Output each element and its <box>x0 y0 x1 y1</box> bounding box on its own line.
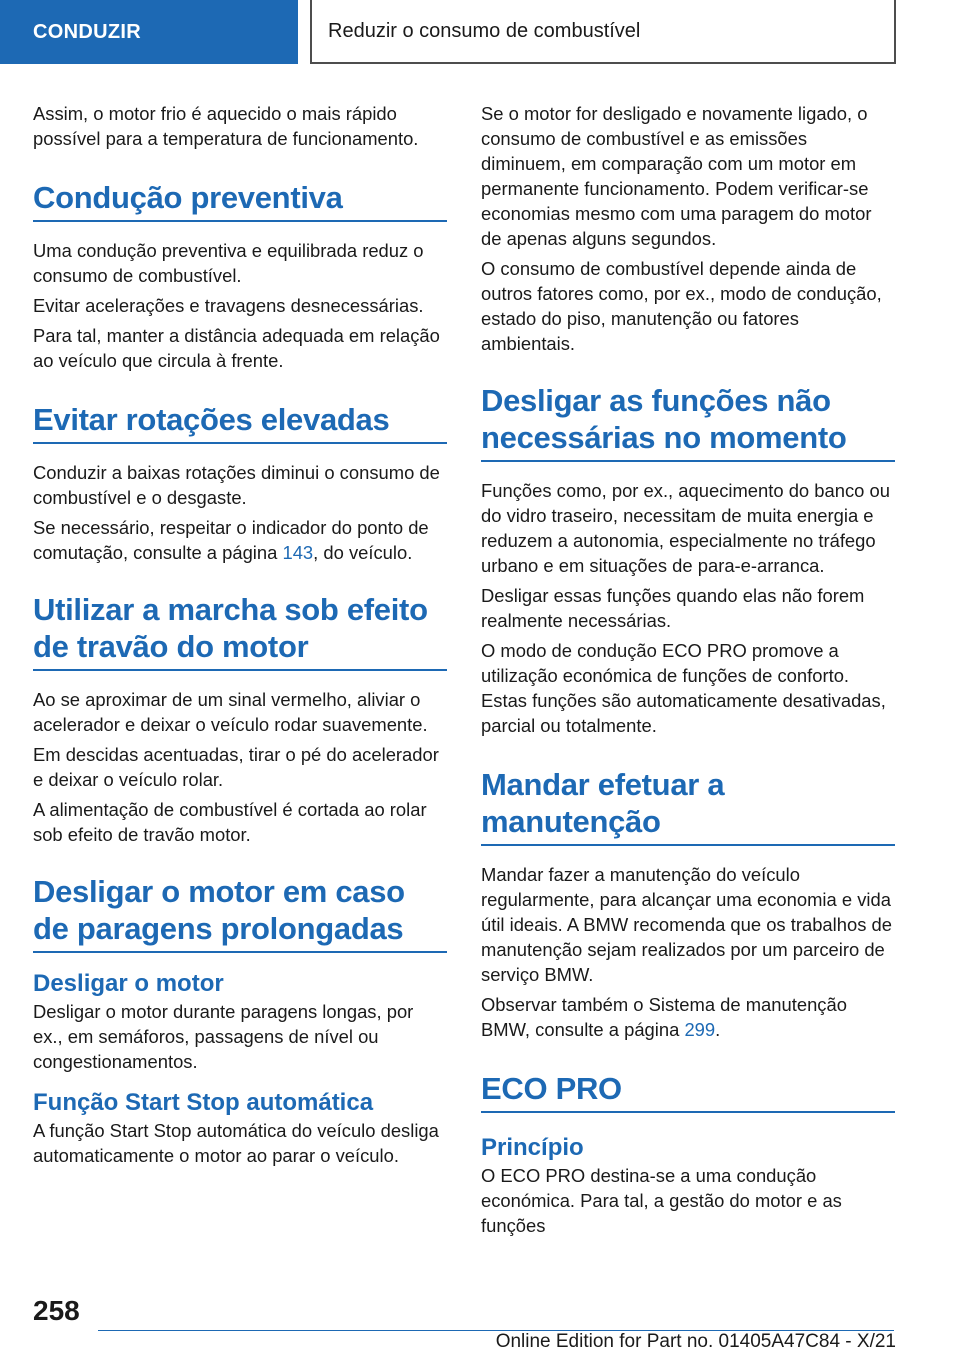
paragraph: Assim, o motor frio é aquecido o mais rápido possível para a temperatura de funcionamento. <box>33 103 419 149</box>
subheading-desligar-o-motor: Desligar o motor <box>33 970 224 997</box>
page-number: 258 <box>33 1295 80 1326</box>
page-header <box>0 0 960 66</box>
paragraph: Uma condução preventiva e equilibrada reduz o consumo de combustível. <box>33 240 424 286</box>
edition-footer: Online Edition for Part no. 01405A47C84 - X/21 <box>495 1331 896 1352</box>
section-tab: CONDUZIR <box>0 0 298 64</box>
paragraph: A função Start Stop automática do veículo desliga automaticamente o motor ao parar o veículo. <box>33 1120 439 1166</box>
chapter-title: Reduzir o consumo de combustível <box>310 0 896 64</box>
paragraph: Desligar o motor durante paragens longas, por ex., em semáforos, passagens de nível ou congestionamentos. <box>33 1001 414 1072</box>
text-run: Se necessário, respeitar o indicador do ponto de comutação, consulte a página <box>33 517 429 563</box>
paragraph: Ao se aproximar de um sinal vermelho, aliviar o acelerador e deixar o veículo rodar suavemente. <box>33 689 428 735</box>
heading-marcha-travao-motor: Utilizar a marcha sob efeito de travão do motor <box>33 591 447 671</box>
subheading-start-stop: Função Start Stop automática <box>33 1089 374 1116</box>
left-column <box>33 101 447 1173</box>
text-run: Observar também o Sistema de manutenção BMW, consulte a página <box>481 994 847 1040</box>
paragraph: Funções como, por ex., aquecimento do banco ou do vidro traseiro, necessitam de muita energia e reduzem a autonomia, especialmente no tráfego urbano e em situações de para-e-arranca. <box>481 480 890 576</box>
paragraph: O modo de condução ECO PRO promove a utilização económica de funções de conforto. Estas funções são automaticamente desativadas, parcial ou totalmente. <box>481 640 886 736</box>
paragraph: Evitar acelerações e travagens desnecessárias. <box>33 295 424 316</box>
paragraph: Em descidas acentuadas, tirar o pé do acelerador e deixar o veículo rolar. <box>33 744 439 790</box>
text-run: , do veículo. <box>313 542 413 563</box>
heading-manutencao: Mandar efetuar a manutenção <box>481 766 895 846</box>
heading-desligar-funcoes: Desligar as funções não necessárias no momento <box>481 382 895 462</box>
paragraph: O ECO PRO destina-se a uma condução económica. Para tal, a gestão do motor e as funções <box>481 1165 842 1236</box>
paragraph: Desligar essas funções quando elas não forem realmente necessárias. <box>481 585 865 631</box>
page-link-299[interactable]: 299 <box>684 1019 716 1040</box>
subheading-principio: Princípio <box>481 1134 584 1161</box>
paragraph <box>481 992 895 1042</box>
heading-evitar-rotacoes: Evitar rotações elevadas <box>33 401 447 444</box>
heading-conducao-preventiva: Condução preventiva <box>33 179 447 222</box>
heading-desligar-motor-paragens: Desligar o motor em caso de paragens prolongadas <box>33 873 447 953</box>
paragraph: Mandar fazer a manutenção do veículo regularmente, para alcançar uma economia e vida útil ideais. A BMW recomenda que os trabalhos de manutenção sejam realizados por um parceiro de serviço BMW. <box>481 864 892 985</box>
paragraph: Conduzir a baixas rotações diminui o consumo de combustível e o desgaste. <box>33 462 440 508</box>
paragraph: A alimentação de combustível é cortada ao rolar sob efeito de travão motor. <box>33 799 427 845</box>
paragraph: Se o motor for desligado e novamente ligado, o consumo de combustível e as emissões diminuem, em comparação com um motor em permanente funcionamento. Podem verificar-se economias mesmo com uma paragem do motor de apenas alguns segundos. <box>481 103 872 249</box>
paragraph: Para tal, manter a distância adequada em relação ao veículo que circula à frente. <box>33 325 440 371</box>
paragraph: O consumo de combustível depende ainda de outros fatores como, por ex., modo de condução, estado do piso, manutenção ou fatores ambientais. <box>481 258 882 354</box>
right-column <box>481 101 895 1243</box>
paragraph <box>33 515 447 565</box>
page-link-143[interactable]: 143 <box>282 542 314 563</box>
text-run: . <box>715 1019 721 1040</box>
heading-eco-pro: ECO PRO <box>481 1070 895 1113</box>
